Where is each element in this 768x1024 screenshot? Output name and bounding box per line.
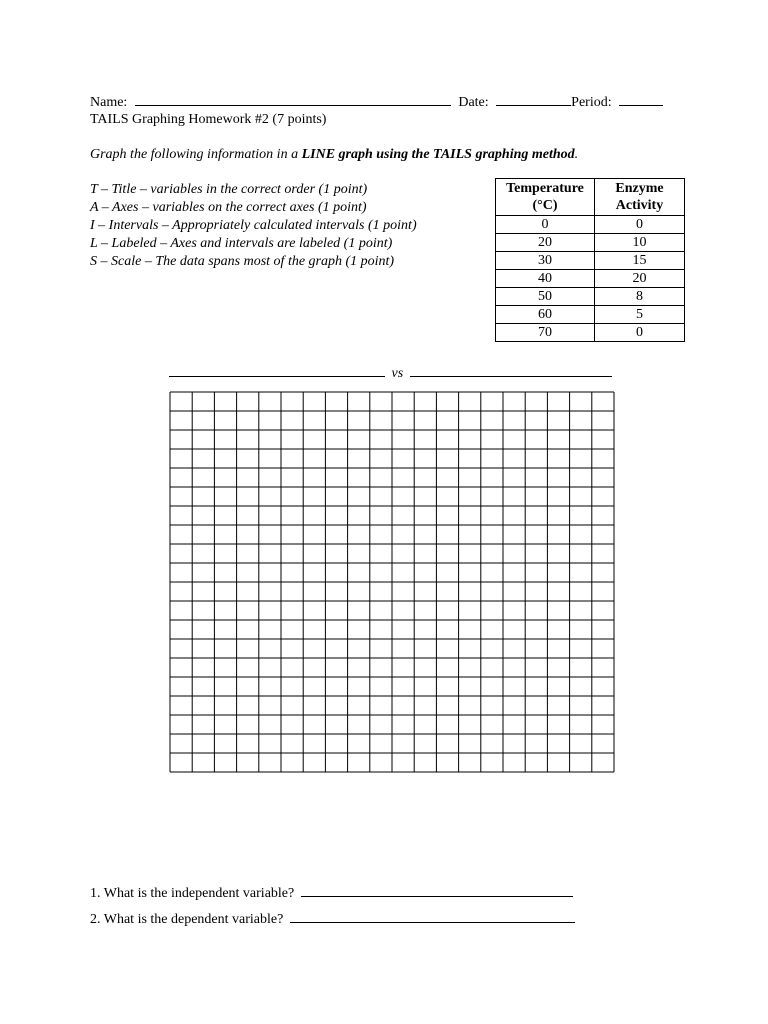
instructions-emphasis: LINE graph using the TAILS graphing method bbox=[301, 147, 575, 162]
table-row bbox=[496, 270, 685, 288]
criteria-item-axes: A – Axes – variables on the correct axes (1 point) bbox=[90, 200, 367, 215]
graph-title-row bbox=[169, 364, 612, 382]
graph-title-vs: vs bbox=[391, 366, 404, 381]
activity-cell: 10 bbox=[595, 234, 685, 252]
temperature-cell: 20 bbox=[496, 234, 595, 252]
activity-cell: 15 bbox=[595, 252, 685, 270]
activity-cell: 0 bbox=[595, 216, 685, 234]
question-independent-text: 1. What is the independent variable? bbox=[90, 886, 295, 901]
answer-independent-blank[interactable] bbox=[301, 884, 573, 897]
period-blank[interactable] bbox=[619, 93, 663, 106]
date-blank[interactable] bbox=[496, 93, 571, 106]
criteria-item-scale: S – Scale – The data spans most of the graph (1 point) bbox=[90, 254, 395, 269]
criteria-item-intervals: I – Intervals – Appropriately calculated intervals (1 point) bbox=[90, 218, 417, 233]
date-label: Date: bbox=[458, 95, 489, 110]
name-date-period-row bbox=[90, 93, 663, 111]
table-row bbox=[496, 252, 685, 270]
questions bbox=[90, 884, 575, 936]
graph-title-independent-blank[interactable] bbox=[410, 364, 612, 377]
table-row bbox=[496, 306, 685, 324]
header-enzyme-activity: Enzyme Activity bbox=[595, 179, 685, 216]
table-row bbox=[496, 324, 685, 342]
name-blank[interactable] bbox=[135, 93, 451, 106]
period-label: Period: bbox=[571, 95, 612, 110]
table-row bbox=[496, 288, 685, 306]
activity-cell: 20 bbox=[595, 270, 685, 288]
tails-criteria-list bbox=[90, 181, 417, 271]
temperature-cell: 50 bbox=[496, 288, 595, 306]
question-dependent bbox=[90, 910, 575, 936]
instructions bbox=[90, 146, 578, 163]
answer-dependent-blank[interactable] bbox=[290, 910, 575, 923]
graph-title-dependent-blank[interactable] bbox=[169, 364, 385, 377]
data-table bbox=[495, 178, 685, 342]
activity-cell: 0 bbox=[595, 324, 685, 342]
graph-grid[interactable] bbox=[169, 391, 615, 773]
temperature-cell: 70 bbox=[496, 324, 595, 342]
header-temperature: Temperature (°C) bbox=[496, 179, 595, 216]
name-label: Name: bbox=[90, 95, 128, 110]
activity-cell: 5 bbox=[595, 306, 685, 324]
temperature-cell: 40 bbox=[496, 270, 595, 288]
homework-title: TAILS Graphing Homework #2 (7 points) bbox=[90, 112, 327, 127]
question-dependent-text: 2. What is the dependent variable? bbox=[90, 912, 284, 927]
temperature-cell: 30 bbox=[496, 252, 595, 270]
question-independent bbox=[90, 884, 575, 910]
table-row bbox=[496, 216, 685, 234]
criteria-item-title: T – Title – variables in the correct order (1 point) bbox=[90, 182, 368, 197]
temperature-cell: 60 bbox=[496, 306, 595, 324]
activity-cell: 8 bbox=[595, 288, 685, 306]
table-header-row bbox=[496, 179, 685, 216]
table-row bbox=[496, 234, 685, 252]
instructions-suffix: . bbox=[574, 147, 579, 162]
criteria-item-labeled: L – Labeled – Axes and intervals are labeled (1 point) bbox=[90, 236, 393, 251]
temperature-cell: 0 bbox=[496, 216, 595, 234]
instructions-prefix: Graph the following information in a bbox=[90, 147, 302, 162]
